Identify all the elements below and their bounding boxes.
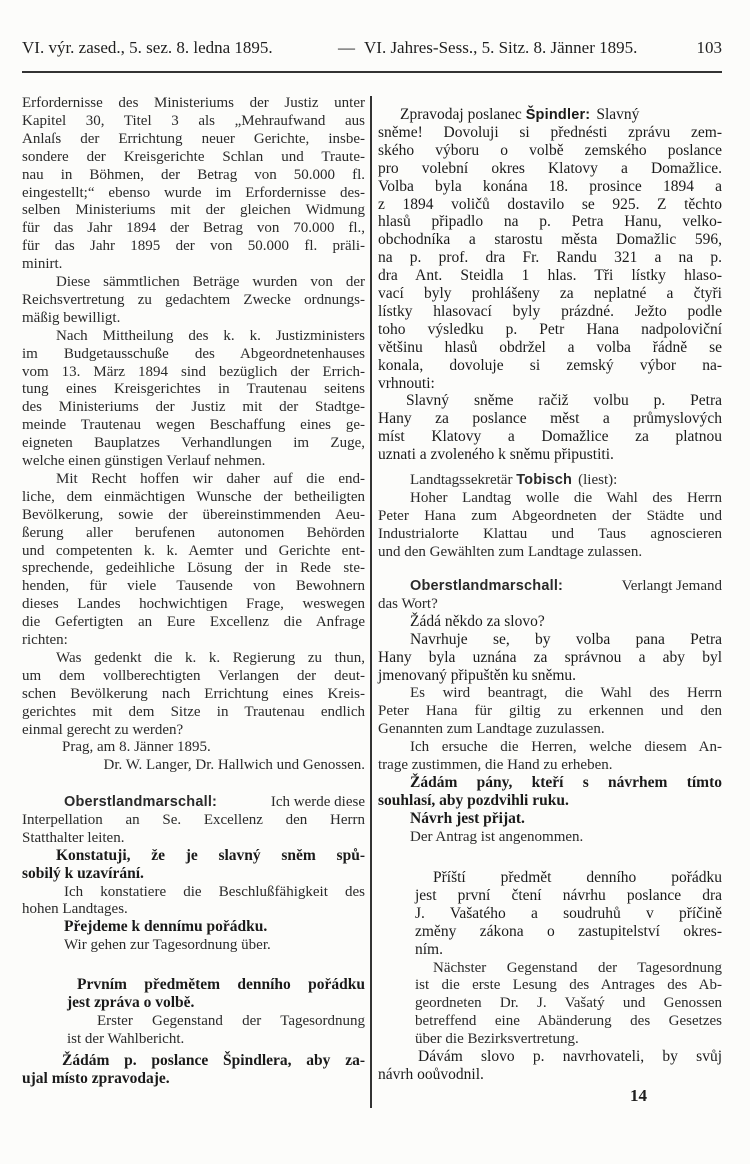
text-line: ist die erste Lesung des Antrages des Ab- bbox=[415, 977, 722, 994]
line-text: Slavný bbox=[596, 106, 640, 123]
text-line: sněme! Dovoluji si přednésti zprávu zem- bbox=[378, 123, 722, 141]
running-header bbox=[22, 38, 722, 60]
text-line: Mit Recht hoffen wir daher auf die end- bbox=[56, 470, 365, 487]
speaker-group bbox=[64, 793, 217, 811]
text-line: Kapitel 30, Titel 3 als „Mehraufwand aus bbox=[22, 112, 365, 129]
text-line: ujal místo zpravodaje. bbox=[22, 1069, 170, 1087]
text-line: nau in Böhmen, der Betrag von 50.000 fl. bbox=[22, 166, 365, 183]
line-text: Ich werde diese bbox=[270, 794, 365, 810]
text-line: im Budgetausschuße des Abgeordnetenhauses bbox=[22, 345, 365, 362]
text-line: ním. bbox=[415, 940, 443, 958]
text-line: sondere der Kreisgerichte Schlan und Traute- bbox=[22, 148, 365, 165]
text-line: schen Bevölkerung nach Errichtung eines Kreis- bbox=[22, 685, 365, 702]
text-line: změny zákona o zastupitelství okres- bbox=[415, 922, 722, 940]
text-line: Anlaſs der Errichtung neuer Gerichte, insbe- bbox=[22, 130, 365, 147]
text-line: des Ministeriums der Justiz mit der Stadtge- bbox=[22, 399, 365, 416]
speaker-name: Špindler: bbox=[525, 107, 591, 123]
text-line: Wir gehen zur Tagesordnung über. bbox=[64, 937, 271, 954]
speaker-title: Zpravodaj poslanec bbox=[400, 106, 522, 123]
text-line: Peter Hana zum Abgeordneten der Städte und bbox=[378, 507, 722, 524]
text-line: welche einen günstigen Verlauf nehmen. bbox=[22, 453, 266, 469]
text-line: jmenovaný připuštěn ku sněmu. bbox=[378, 666, 577, 684]
text-line: Ich konstatiere die Beschlußfähigkeit des bbox=[64, 883, 365, 900]
speaker-title: Landtagssekretär bbox=[410, 472, 513, 488]
text-line: Dr. W. Langer, Dr. Hallwich und Genossen. bbox=[103, 757, 365, 774]
text-line: Es wird beantragt, die Wahl des Herrn bbox=[410, 685, 722, 702]
text-line: Prvním předmětem denního pořádku bbox=[77, 976, 365, 993]
text-line: ist der Wahlbericht. bbox=[67, 1030, 185, 1047]
text-line: trage zustimmen, die Hand zu erheben. bbox=[378, 757, 613, 773]
text-line: Dávám slovo p. navrhovateli, by svůj bbox=[418, 1048, 722, 1065]
text-line: einmal gerecht zu werden? bbox=[22, 721, 184, 738]
text-line: ßerung aller berufenen autonomen Behörden bbox=[22, 524, 365, 541]
header-rule bbox=[22, 71, 722, 73]
text-line: sprechende, gedeihliche Lösung der in Rede ste- bbox=[22, 560, 365, 577]
text-line: Nächster Gegenstand der Tagesordnung bbox=[433, 959, 722, 976]
text-line: liche, dem einmächtigen Wunsche der betheiligten bbox=[22, 488, 365, 505]
text-line bbox=[410, 471, 722, 489]
text-line: míst Klatovy a Domažlice za platnou bbox=[378, 428, 722, 446]
text-line: Žádám p. poslance Špindlera, aby za- bbox=[62, 1052, 365, 1069]
text-line: toho výsledku p. Petr Hana nadpoloviční bbox=[378, 320, 722, 338]
speaker-name: Oberstlandmarschall: bbox=[64, 794, 218, 810]
text-line bbox=[410, 577, 722, 595]
text-line: Ich ersuche die Herren, welche diesem An- bbox=[410, 739, 722, 756]
speaker-group bbox=[400, 106, 590, 124]
text-line: Erster Gegenstand der Tagesordnung bbox=[97, 1012, 365, 1029]
text-line: Slavný sněme račiž volbu p. Petra bbox=[406, 392, 722, 410]
text-line: J. Vašatého a soudruhů v příčině bbox=[415, 904, 722, 922]
text-line: pro volební okres Klatovy a Domažlice. bbox=[378, 159, 722, 177]
text-line: Návrh jest přijat. bbox=[410, 809, 525, 827]
text-line: meinde Trautenau wegen Beschaffung eines ge- bbox=[22, 417, 365, 434]
text-line: dieses Landes hochwichtigen Frage, weswegen bbox=[22, 596, 365, 613]
text-line: z 1894 voličů dostavilo se 925. Z těchto bbox=[378, 195, 722, 213]
text-line: hlasů připadlo na p. Petra Hanu, velko- bbox=[378, 213, 722, 231]
text-line: Der Antrag ist angenommen. bbox=[410, 828, 584, 845]
text-line: minirt. bbox=[22, 256, 63, 273]
header-czech: VI. výr. zased., 5. sez. 8. ledna 1895. bbox=[22, 38, 273, 57]
text-line: selben Ministeriums mit der gleichen Widmung bbox=[22, 202, 365, 219]
text-line: eingestellt;“ ebenso wurde im Erfordernisse des- bbox=[22, 184, 365, 201]
text-line: Industrialorte Klattau und Taus agnoscieren bbox=[378, 525, 722, 542]
text-line bbox=[400, 106, 722, 124]
text-line: Erfordernisse des Ministeriums der Justiz unter bbox=[22, 95, 365, 111]
text-line: Přejdeme k dennímu pořádku. bbox=[64, 918, 268, 936]
text-line: Prag, am 8. Jänner 1895. bbox=[62, 739, 211, 756]
text-line: Genannten zum Landtage zuzulassen. bbox=[378, 721, 605, 738]
text-line: gerichtes mit dem Sitze in Trautenau endlich bbox=[22, 703, 365, 720]
text-line: uznati a zvoleného k sněmu připustiti. bbox=[378, 446, 614, 464]
text-line: Navrhuje se, by volba pana Petra bbox=[410, 630, 722, 648]
text-line: Hoher Landtag wolle die Wahl des Herrn bbox=[410, 489, 722, 506]
text-line: návrh ooůvodnil. bbox=[378, 1065, 484, 1083]
text-line: geordneten Dr. J. Vašatý und Genossen bbox=[415, 995, 722, 1012]
line-text: (liest): bbox=[578, 472, 618, 488]
signature-mark: 14 bbox=[630, 1086, 647, 1105]
text-line: hohen Landtages. bbox=[22, 901, 128, 918]
speaker-group bbox=[410, 471, 572, 489]
text-line: jest první čtení návrhu poslance dra bbox=[415, 886, 722, 904]
text-line: Reichsvertretung zu gedachtem Zwecke ordnungs- bbox=[22, 291, 365, 308]
text-line: vací byly prohlášeny za neplatné a čtyři bbox=[378, 285, 722, 302]
header-dash: — bbox=[338, 38, 355, 57]
text-line: und competenten k. k. Aemter und Gerichte ent- bbox=[22, 542, 365, 559]
text-line: Hany za poslance měst a průmyslových bbox=[378, 410, 722, 428]
text-line: Žádám pány, kteří s návrhem tímto bbox=[410, 773, 722, 791]
text-line: vrhnouti: bbox=[378, 374, 435, 392]
line-text: Verlangt Jemand bbox=[621, 578, 722, 594]
text-line: Volba byla konána 18. prosince 1894 a bbox=[378, 177, 722, 195]
text-line: Statthalter leiten. bbox=[22, 829, 125, 846]
text-line: für das Jahr 1895 der von 50.000 fl. präli- bbox=[22, 238, 365, 255]
text-line: Interpellation an Se. Excellenz den Herrn bbox=[22, 811, 365, 828]
speaker-name: Tobisch bbox=[516, 472, 573, 488]
text-line: Bevölkerung, sowie der übereinstimmenden Aeu- bbox=[22, 506, 365, 523]
page-number: 103 bbox=[696, 38, 722, 57]
text-line: um dem vollberechtigten Verlangen der deut- bbox=[22, 667, 365, 684]
text-line: dra Ant. Steidla 1 hlas. Tři lístky hlaso- bbox=[378, 267, 722, 285]
text-line: ského výboru o volbě zemského poslance bbox=[378, 141, 722, 159]
text-line: über die Bezirksvertretung. bbox=[415, 1031, 579, 1048]
text-line: henden, für viele Tausende von Bewohnern bbox=[22, 578, 365, 595]
text-line: richten: bbox=[22, 632, 68, 648]
text-line: Hany byla uznána za správnou a aby byl bbox=[378, 648, 722, 666]
speaker-name: Oberstlandmarschall: bbox=[410, 578, 564, 594]
text-line: většinu hlasů obdržel a volba řádně se bbox=[378, 338, 722, 356]
header-german: VI. Jahres-Sess., 5. Sitz. 8. Jänner 1895. bbox=[364, 38, 638, 57]
text-line: betreffend eine Abänderung des Gesetzes bbox=[415, 1013, 722, 1030]
text-line: lístky hlasovací byly prázdné. Ježto podle bbox=[378, 302, 722, 320]
text-line: na p. prof. dra Fr. Randu 321 a na p. bbox=[378, 249, 722, 267]
text-line: eigneten Bauplatzes Verhandlungen im Zuge, bbox=[22, 435, 365, 452]
text-line: Žádá někdo za slovo? bbox=[410, 612, 545, 630]
text-line: Nach Mittheilung des k. k. Justizministers bbox=[56, 327, 365, 344]
text-line: konala, dovoluje si zemský výbor na- bbox=[378, 356, 722, 374]
column-divider bbox=[370, 96, 372, 1108]
text-line: tung eines Kreisgerichtes in Trautenau seitens bbox=[22, 381, 365, 398]
text-line: jest zpráva o volbě. bbox=[67, 993, 195, 1011]
text-line: Was gedenkt die k. k. Regierung zu thun, bbox=[56, 649, 365, 666]
text-line: souhlasí, aby pozdvihli ruku. bbox=[378, 791, 569, 809]
speaker-group bbox=[410, 577, 563, 595]
text-line: und den Gewählten zum Landtage zulassen. bbox=[378, 543, 643, 560]
text-line: vom 13. März 1894 sind bezüglich der Errich- bbox=[22, 363, 365, 380]
text-line: obchodníka a starostu města Domažlic 596, bbox=[378, 231, 722, 249]
text-line: die Gefertigten an Eure Excellenz die Anfrage bbox=[22, 614, 365, 631]
text-line: mäßig bewilligt. bbox=[22, 309, 121, 326]
text-line: sobilý k uzavírání. bbox=[22, 864, 144, 882]
text-line: Konstatuji, že je slavný sněm spů- bbox=[56, 846, 365, 864]
text-line: für das Jahr 1894 der Betrag von 70.000 fl., bbox=[22, 220, 365, 237]
text-line: Příští předmět denního pořádku bbox=[433, 869, 722, 886]
text-line: Peter Hana für giltig zu erkennen und den bbox=[378, 703, 722, 720]
text-line bbox=[64, 793, 365, 811]
text-line: Diese sämmtlichen Beträge wurden von der bbox=[56, 274, 365, 290]
text-line: das Wort? bbox=[378, 595, 438, 612]
